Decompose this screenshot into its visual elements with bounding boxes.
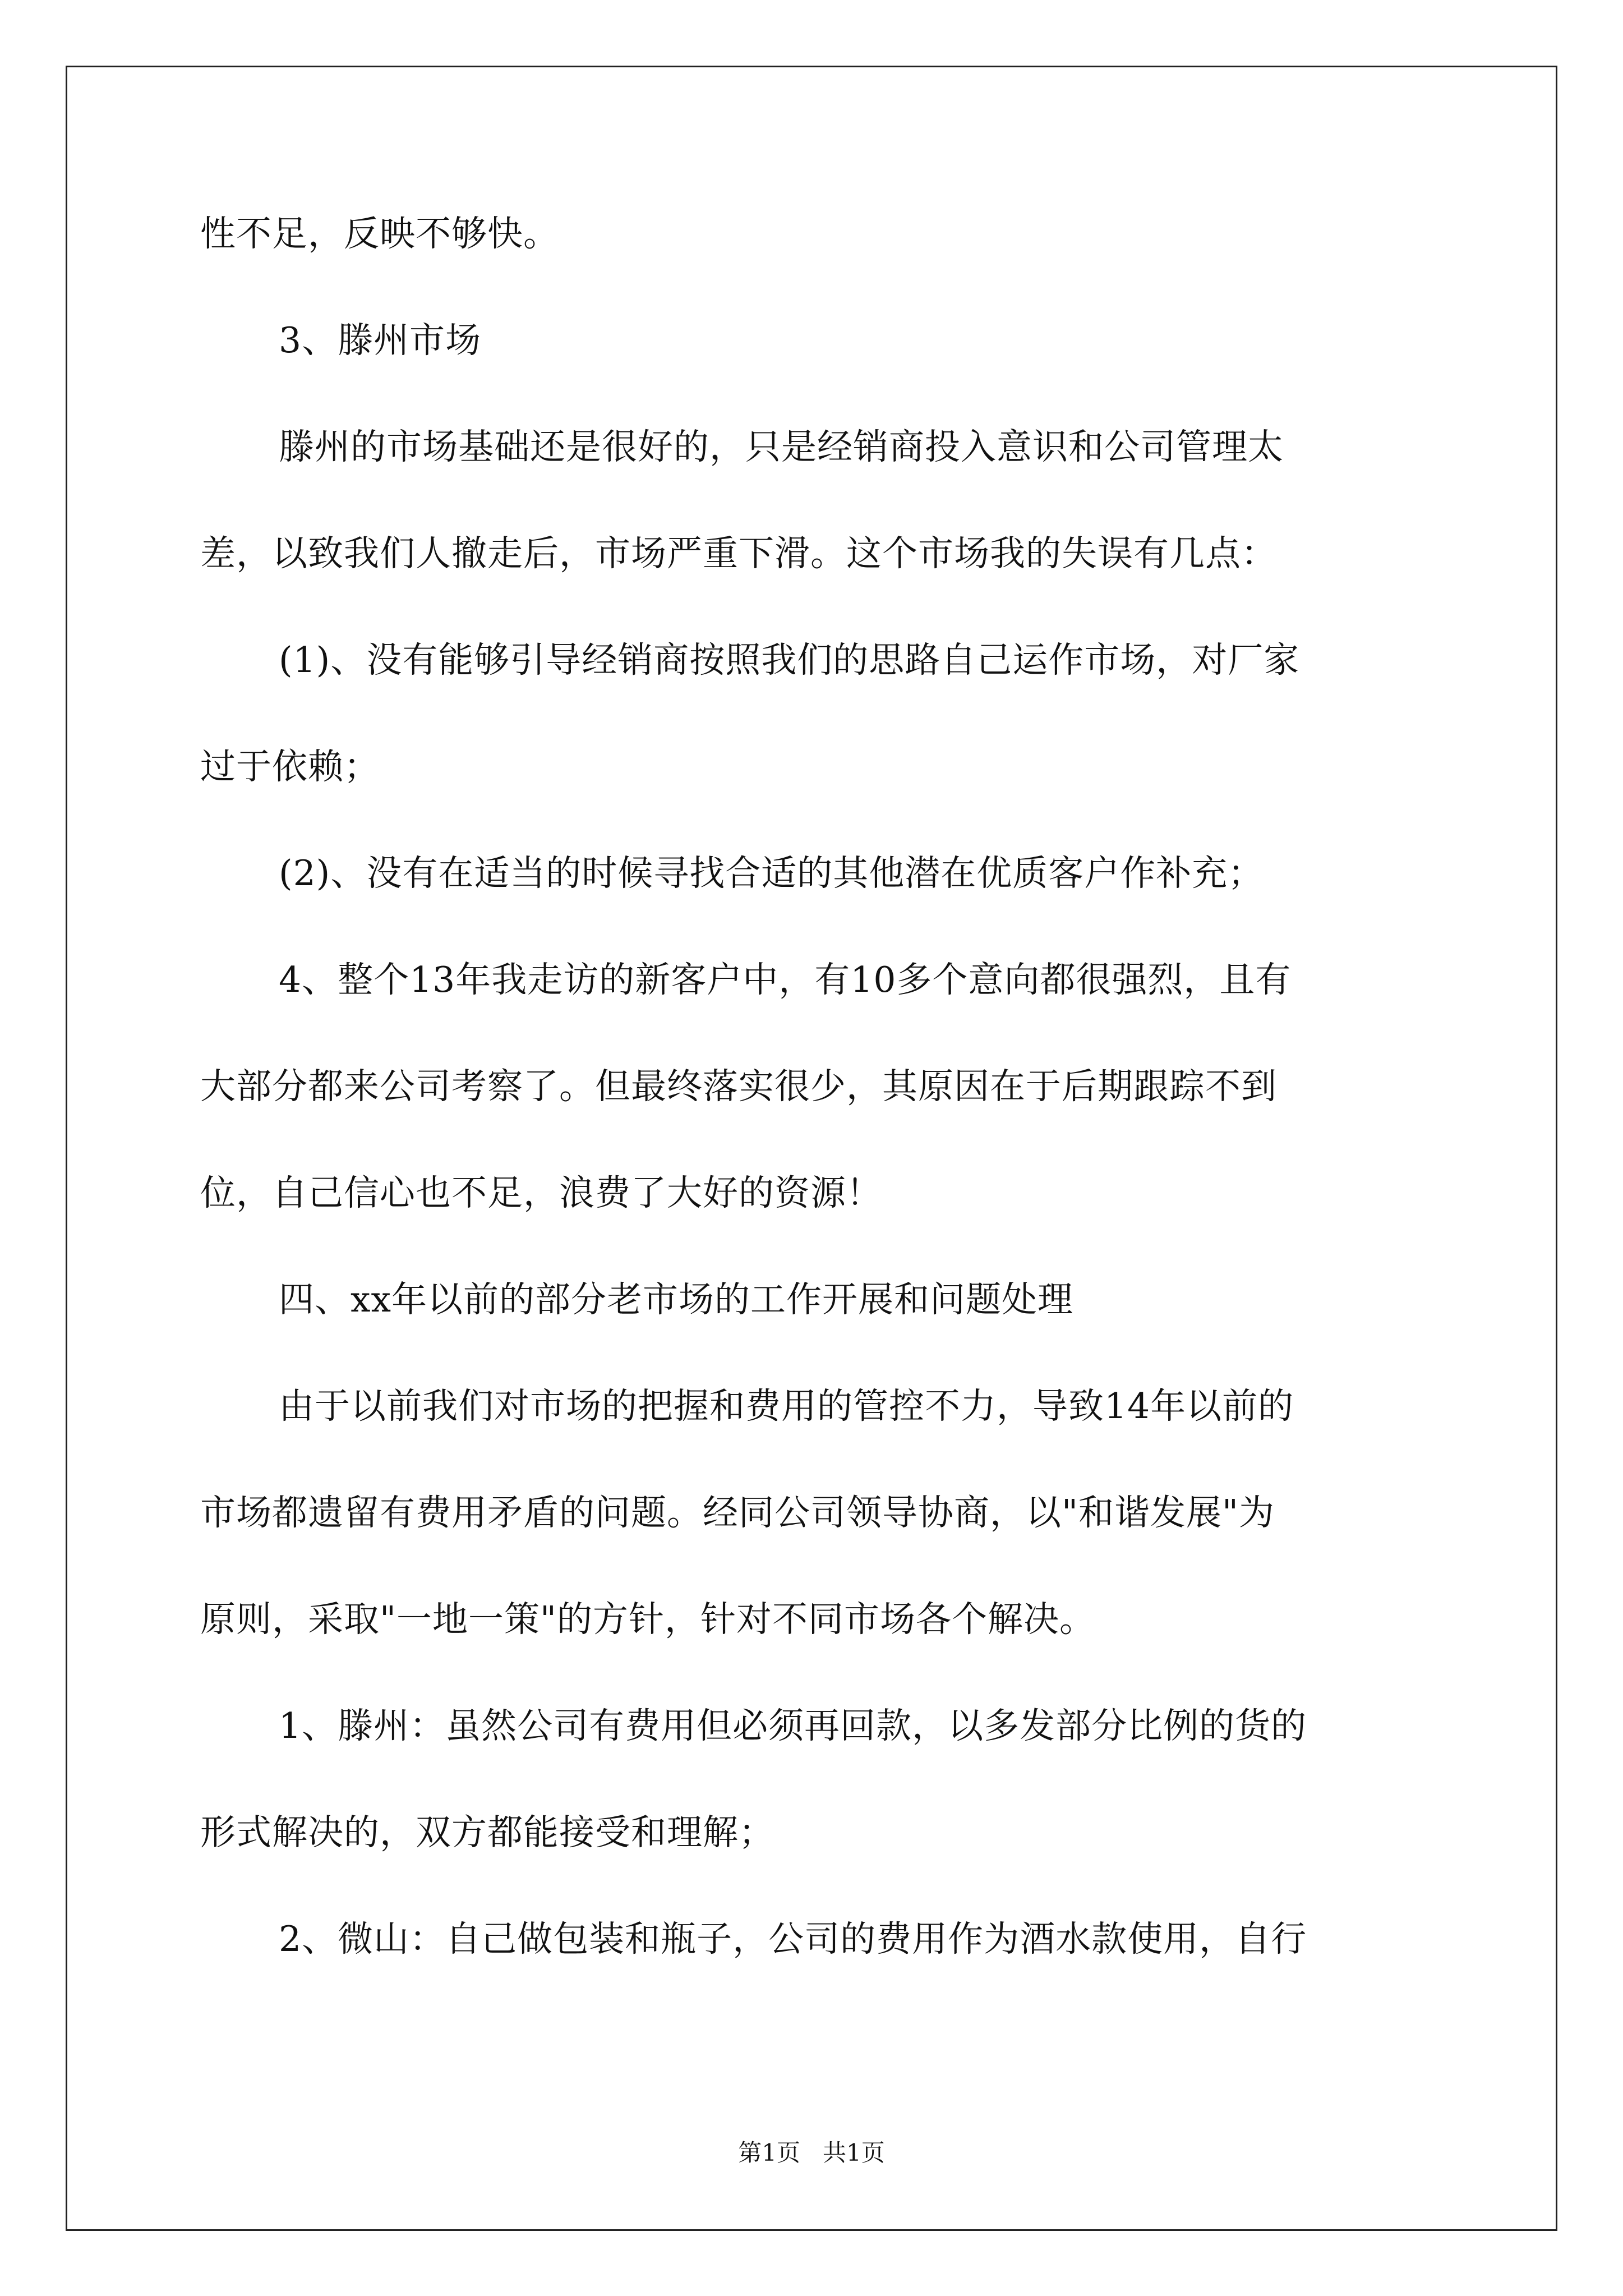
- text-line: 性不足，反映不够快。: [200, 213, 559, 254]
- text-line: 位，自己信心也不足，浪费了大好的资源！: [200, 1172, 882, 1213]
- page-number: 第1页: [738, 2139, 800, 2166]
- text-line: 大部分都来公司考察了。但最终落实很少，其原因在于后期跟踪不到: [200, 1066, 1277, 1107]
- text-line: 4、整个13年我走访的新客户中，有10多个意向都很强烈，且有: [279, 959, 1292, 1000]
- text-line: 市场都遗留有费用矛盾的问题。经同公司领导协商，以"和谐发展"为: [200, 1492, 1275, 1533]
- text-line: 形式解决的，双方都能接受和理解；: [200, 1812, 774, 1853]
- text-line: (2)、没有在适当的时候寻找合适的其他潜在优质客户作补充；: [279, 853, 1264, 894]
- text-line: 1、滕州：虽然公司有费用但必须再回款，以多发部分比例的货的: [279, 1705, 1307, 1746]
- section-heading: 四、xx年以前的部分老市场的工作开展和问题处理: [279, 1279, 1074, 1320]
- section-heading: 3、滕州市场: [279, 320, 482, 361]
- text-line: 滕州的市场基础还是很好的，只是经销商投入意识和公司管理太: [279, 426, 1284, 467]
- text-line: (1)、没有能够引导经销商按照我们的思路自己运作市场，对厂家: [279, 639, 1300, 680]
- text-line: 差，以致我们人撤走后，市场严重下滑。这个市场我的失误有几点：: [200, 533, 1277, 574]
- page-border: [66, 66, 1557, 2231]
- text-line: 由于以前我们对市场的把握和费用的管控不力，导致14年以前的: [279, 1386, 1294, 1427]
- text-line: 原则，采取"一地一策"的方针，针对不同市场各个解决。: [200, 1599, 1095, 1640]
- text-line: 过于依赖；: [200, 746, 380, 787]
- page-total: 共1页: [823, 2139, 885, 2166]
- page-footer: [0, 2134, 1623, 2168]
- text-line: 2、微山：自己做包装和瓶子，公司的费用作为酒水款使用，自行: [279, 1918, 1307, 1959]
